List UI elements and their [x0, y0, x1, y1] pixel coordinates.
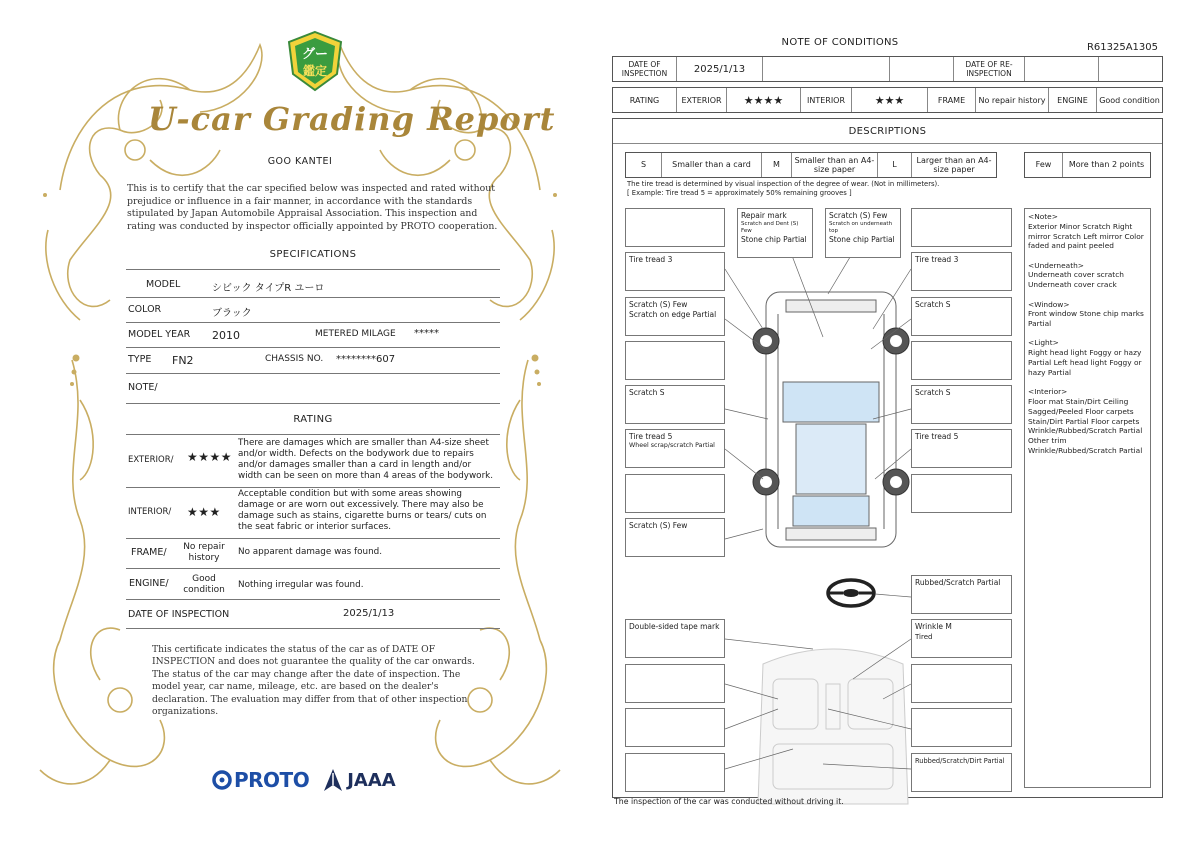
callout-box-empty [625, 753, 725, 792]
chassis-label: CHASSIS NO. [265, 354, 324, 364]
condition-notes [1024, 208, 1151, 788]
callout-subtext: Scratch on underneath top [829, 221, 893, 234]
callout-text: Tired [915, 633, 933, 641]
scale-few: Few [1025, 153, 1063, 177]
callout-text: Scratch on edge Partial [629, 310, 717, 319]
engine-value: Good condition [1099, 95, 1160, 105]
callout-text: Rubbed/Scratch/Dirt Partial [915, 757, 1005, 765]
callout-text: Double-sided tape mark [629, 622, 720, 631]
note-of-conditions [600, 0, 1200, 848]
date-of-inspection-value: 2025/1/13 [677, 57, 763, 81]
interior-stars: ★★★ [852, 88, 928, 112]
callout-text: Scratch (S) Few [629, 300, 688, 309]
callout-repair-mark [737, 208, 813, 258]
engine-description: Nothing irregular was found. [238, 580, 364, 590]
date-of-inspection-label: DATE OF INSPECTION [128, 609, 230, 620]
divider [126, 373, 500, 374]
window-heading: <Window> [1028, 299, 1070, 309]
callout-rubbed-dirt [911, 753, 1012, 792]
certificate-intro: This is to certify that the car specified below was inspected and rated without prejudice or influence in a fair manner, in accordance with the standards stipulated by Japan Automobile Appraisal Association. This inspection and rating was conducted by inspector officially appointed by PROTO cooperation. [127, 183, 498, 232]
callout-text: Tire tread 3 [915, 255, 959, 264]
descriptions-panel [612, 118, 1163, 798]
divider [126, 434, 500, 435]
callout-scratch-few-top [825, 208, 901, 258]
reference-number: R61325A1305 [1086, 42, 1158, 53]
callout-scratch-few-rear [625, 518, 725, 557]
svg-text:グー: グー [301, 47, 329, 62]
callout-tire-front-right [911, 252, 1012, 291]
underneath-body: Underneath cover scratch Underneath cover crack [1028, 270, 1124, 290]
empty-cell [890, 57, 954, 81]
callout-box-empty [911, 208, 1012, 247]
callout-box-empty [911, 341, 1012, 380]
exterior-label: EXTERIOR/ [128, 455, 174, 465]
interior-label: INTERIOR [801, 88, 852, 112]
metered-mileage-value: ***** [414, 328, 439, 339]
callout-text: Repair mark [741, 211, 787, 220]
interior-body: Floor mat Stain/Dirt Ceiling Sagged/Peeled Floor carpets Stain/Dirt Partial Floor carpets Wrinkle/Rubbed/Scratch Partial Other trim Wrinkle/Rubbed/Scratch Partial [1028, 396, 1143, 455]
divider [126, 538, 500, 539]
inspection-date-row [612, 56, 1163, 82]
jaaa-logo-icon [323, 768, 343, 792]
note-label: NOTE/ [128, 382, 158, 393]
scale-s: S [626, 153, 662, 177]
callout-tire-front-left [625, 252, 725, 291]
callout-tire-rear-left [625, 429, 725, 468]
interior-description: Acceptable condition but with some areas showing damage or are worn out excessively. There may also be damage such as stains, cigarette burns or tears/ cuts on the seat fabric or interior surfaces. [238, 489, 487, 532]
frame-value: No repair history [183, 542, 225, 563]
divider [126, 599, 500, 600]
callout-text: Scratch S [915, 388, 951, 397]
exterior-stars: ★★★★ [727, 88, 801, 112]
scale-l-desc: Larger than an A4-size paper [916, 155, 992, 174]
callout-text: Stone chip Partial [829, 235, 895, 244]
callout-text: Wrinkle M [915, 622, 952, 631]
engine-label: ENGINE [1049, 88, 1097, 112]
callout-box-empty [625, 664, 725, 703]
date-of-reinspection-label: DATE OF RE-INSPECTION [954, 57, 1025, 81]
certificate-subtitle: GOO KANTEI [267, 156, 333, 167]
engine-label: ENGINE/ [129, 578, 169, 589]
logo-row [212, 768, 396, 792]
divider [126, 568, 500, 569]
model-year-value: 2010 [212, 329, 240, 342]
interior-heading: <Interior> [1028, 387, 1068, 397]
callout-scratch-s-right-2 [911, 385, 1012, 424]
callout-box-empty [911, 474, 1012, 513]
callout-text: Tire tread 3 [629, 255, 673, 264]
light-body: Right head light Foggy or hazy Partial Left head light Foggy or hazy Partial [1028, 348, 1142, 377]
model-year-label: MODEL YEAR [128, 329, 191, 340]
divider [126, 297, 500, 298]
empty-cell [763, 57, 890, 81]
underneath-heading: <Underneath> [1028, 260, 1084, 270]
callout-text: Tire tread 5 [629, 432, 673, 441]
callout-box-empty [911, 664, 1012, 703]
metered-mileage-label: METERED MILAGE [315, 329, 396, 339]
exterior-stars: ★★★★ [187, 450, 233, 464]
inspection-footer-note: The inspection of the car was conducted without driving it. [614, 797, 844, 806]
callout-wrinkle [911, 619, 1012, 658]
certificate-title: U-car Grading Report [148, 100, 556, 138]
scale-l: L [878, 153, 912, 177]
rating-row [612, 87, 1163, 113]
scale-few-desc: More than 2 points [1068, 160, 1145, 170]
exterior-label: EXTERIOR [677, 88, 727, 112]
type-label: TYPE [128, 354, 152, 365]
model-label: MODEL [146, 279, 181, 290]
scale-m-desc: Smaller than an A4-size paper [792, 153, 878, 177]
interior-stars: ★★★ [187, 505, 221, 519]
note-heading: <Note> [1028, 212, 1058, 221]
goo-kantei-badge-icon [285, 30, 345, 92]
divider [126, 322, 500, 323]
divider [126, 347, 500, 348]
type-value: FN2 [172, 354, 194, 367]
date-of-inspection-label: DATE OF INSPECTION [613, 57, 677, 81]
proto-logo: PROTO [234, 768, 310, 792]
descriptions-heading: DESCRIPTIONS [613, 119, 1162, 144]
color-value: ブラック [212, 308, 252, 319]
callout-text: Scratch (S) Few [829, 211, 888, 220]
callout-box-empty [625, 208, 725, 247]
divider [126, 628, 500, 629]
divider [126, 403, 500, 404]
note-body: Exterior Minor Scratch Right mirror Scratch Left mirror Color faded and paint peeled [1028, 221, 1144, 251]
frame-label: FRAME/ [131, 547, 167, 558]
callout-double-tape [625, 619, 725, 658]
divider [126, 487, 500, 488]
callout-box-empty [625, 708, 725, 747]
window-body: Front window Stone chip marks Partial [1028, 309, 1144, 329]
date-of-inspection-value: 2025/1/13 [343, 608, 395, 619]
empty-cell [1025, 57, 1099, 81]
callout-text: Stone chip Partial [741, 235, 807, 244]
light-heading: <Light> [1028, 338, 1059, 348]
tire-note-line-1: The tire tread is determined by visual inspection of the degree of wear. (Not in millimeters). [627, 180, 940, 188]
callout-box-empty [911, 708, 1012, 747]
callout-text: Tire tread 5 [915, 432, 959, 441]
callout-steering [911, 575, 1012, 614]
color-label: COLOR [128, 304, 162, 315]
exterior-description: There are damages which are smaller than A4-size sheet and/or width. Defects on the bodywork due to repairs and/or damages smaller than a card in length and/or width can be seen on more than 4 areas of the bodywork. [238, 438, 494, 481]
engine-value: Good condition [183, 574, 225, 595]
specifications-heading: SPECIFICATIONS [269, 249, 357, 260]
model-value: シビック タイプR ユーロ [212, 283, 325, 294]
callout-text: Rubbed/Scratch Partial [915, 578, 1001, 587]
frame-label: FRAME [928, 88, 976, 112]
chassis-value: ********607 [336, 354, 396, 365]
empty-cell [1099, 57, 1162, 81]
frame-value: No repair history [976, 88, 1049, 112]
callout-scratch-s-right [911, 297, 1012, 336]
interior-label: INTERIOR/ [128, 507, 172, 517]
proto-logo-icon [212, 770, 232, 790]
callout-tire-rear-right [911, 429, 1012, 468]
jaaa-logo: JAAA [347, 769, 396, 791]
frame-description: No apparent damage was found. [238, 547, 383, 557]
callout-box-empty [625, 474, 725, 513]
callout-scratch-s-left [625, 385, 725, 424]
callout-text: Scratch (S) Few [629, 521, 688, 530]
callout-scratch-edge [625, 297, 725, 336]
callout-text: Scratch S [629, 388, 665, 397]
svg-text:鑑定: 鑑定 [302, 64, 328, 78]
callout-box-empty [625, 341, 725, 380]
scale-m: M [762, 153, 792, 177]
rating-heading: RATING [293, 414, 333, 425]
conditions-title: NOTE OF CONDITIONS [781, 37, 899, 48]
rating-label: RATING [613, 88, 677, 112]
certificate-footer: This certificate indicates the status of the car as of DATE OF INSPECTION and does not guarantee the quality of the car onwards. The status of the car may change after the date of inspection. The model year, car name, mileage, etc. are based on the dealer's declaration. The evaluation may differ from that of other inspection organizations. [152, 644, 475, 718]
callout-text: Scratch S [915, 300, 951, 309]
tire-note-line-2: [ Example: Tire tread 5 = approximately 50% remaining grooves ] [627, 189, 852, 197]
callout-subtext: Scratch and Dent (S) Few [741, 221, 799, 234]
callout-subtext: Wheel scrap/scratch Partial [629, 442, 715, 449]
divider [126, 269, 500, 270]
scale-s-desc: Smaller than a card [662, 153, 762, 177]
